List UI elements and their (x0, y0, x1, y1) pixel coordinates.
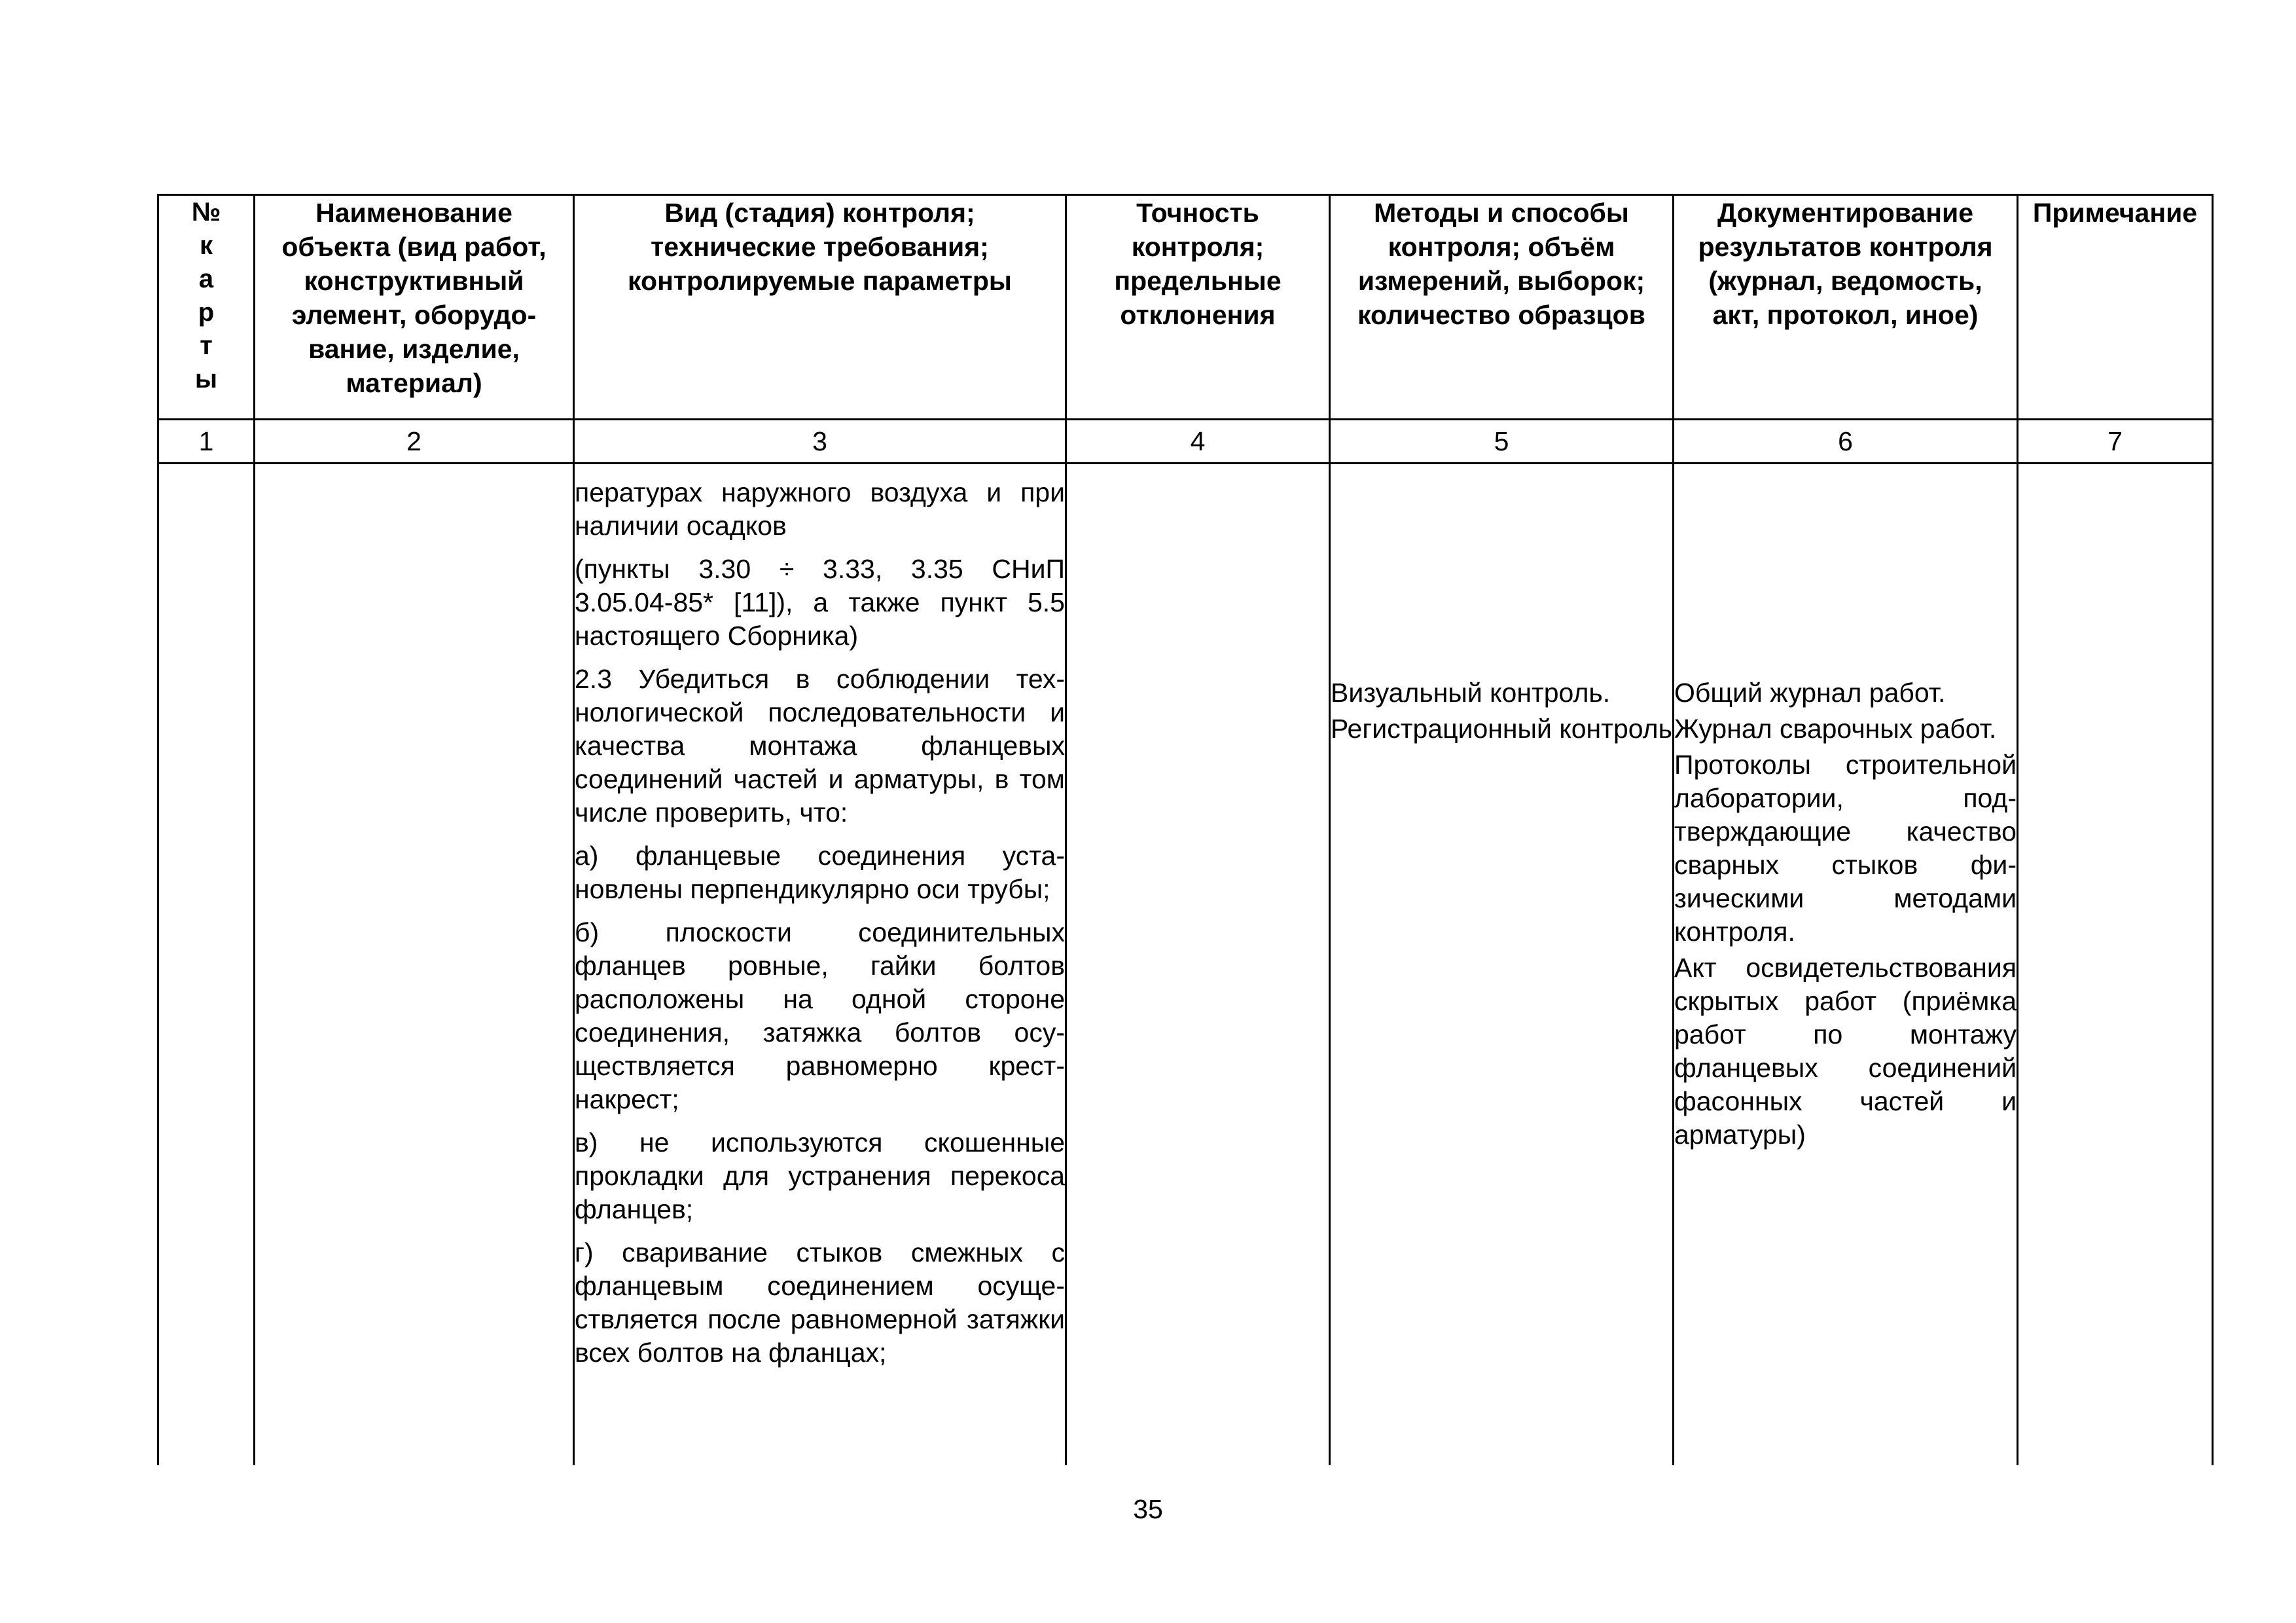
column-number-row (158, 420, 2213, 464)
column-number: 7 (2018, 420, 2213, 464)
document-text: Общий журнал работ. (1674, 678, 1946, 708)
requirement-text: пературах наружного воздуха и при наличии осадков (575, 477, 1065, 541)
documentation-cell (1674, 464, 2018, 1466)
column-number: 4 (1066, 420, 1330, 464)
document-text: Акт освидетельствования скрытых работ (приёмка работ по монтажу фланцевых соединений фасонных частей и арматуры) (1674, 953, 2017, 1150)
page-number: 35 (1133, 1494, 1163, 1524)
method-text: Регистрационный контроль (1331, 714, 1672, 744)
column-number: 3 (574, 420, 1066, 464)
requirement-item: г) сваривание стыков смежных с фланцевым соединением осуществляется после равномерной затяжки всех болтов на фланцах; (575, 1237, 1065, 1368)
header-accuracy: Точность контроля; предельные отклонения (1066, 195, 1330, 420)
card-number-cell (158, 464, 255, 1466)
object-name-cell (255, 464, 574, 1466)
requirement-item: а) фланцевые соединения установлены перпендикулярно оси трубы; (575, 841, 1065, 904)
document-sheet (157, 194, 2212, 1465)
header-methods: Методы и способы контроля; объём измерений, выборок; количество образцов (1330, 195, 1674, 420)
header-row (158, 195, 2213, 420)
control-requirements-cell (574, 464, 1066, 1466)
header-control-type: Вид (стадия) контроля; технические требования; контролируемые параметры (574, 195, 1066, 420)
document-text: Журнал сварочных работ. (1674, 714, 1997, 744)
column-number: 1 (158, 420, 255, 464)
header-note: Примечание (2018, 195, 2213, 420)
requirement-reference: (пункты 3.30 ÷ 3.33, 3.35 СНиП 3.05.04-85* [11]), а также пункт 5.5 настоящего Сборника) (575, 554, 1065, 651)
quality-control-table (157, 194, 2214, 1465)
column-number: 5 (1330, 420, 1674, 464)
requirement-item: в) не используются скошенные прокладки для устранения перекоса фланцев; (575, 1127, 1065, 1224)
requirement-item: 2.3 Убедиться в соблюдении технологической последовательности и качества монтажа фланцевых соединений частей и арматуры, в том числе проверить, что: (575, 664, 1065, 828)
header-card-number: № к а р т ы (158, 195, 255, 420)
methods-cell (1330, 464, 1674, 1466)
column-number: 2 (255, 420, 574, 464)
header-documentation: Документирование результатов контроля (журнал, ведомость, акт, протокол, иное) (1674, 195, 2018, 420)
method-text: Визуальный контроль. (1331, 678, 1611, 708)
header-object-name: Наименование объекта (вид работ, конструктивный элемент, оборудо- вание, изделие, материал) (255, 195, 574, 420)
table-row (158, 464, 2213, 1466)
requirement-item: б) плоскости соединительных фланцев ровные, гайки болтов расположены на одной стороне соединения, затяжка болтов осуществляется равномерно крестнакрест; (575, 917, 1065, 1114)
column-number: 6 (1674, 420, 2018, 464)
note-cell (2018, 464, 2213, 1466)
document-text: Протоколы строительной лаборатории, подтверждающие качество сварных стыков физическими методами контроля. (1674, 750, 2017, 947)
accuracy-cell (1066, 464, 1330, 1466)
